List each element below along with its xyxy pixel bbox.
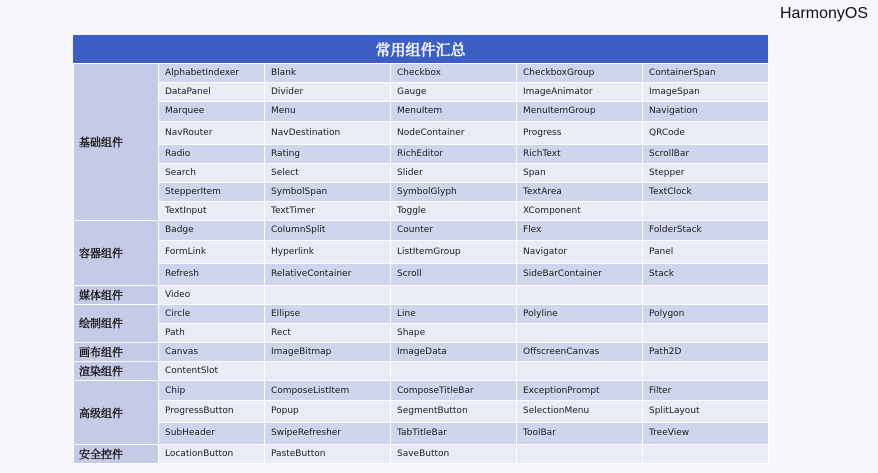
component-cell: Panel: [643, 240, 769, 263]
component-cell: SplitLayout: [643, 400, 769, 422]
component-cell: OffscreenCanvas: [517, 343, 643, 362]
component-cell: Scroll: [391, 263, 517, 285]
component-cell: Shape: [391, 323, 517, 342]
component-cell: Marquee: [159, 102, 265, 121]
table-row: [74, 400, 769, 422]
component-cell: ToolBar: [517, 422, 643, 444]
component-cell: QRCode: [643, 121, 769, 144]
component-cell: Blank: [265, 64, 391, 83]
component-cell: Rect: [265, 323, 391, 342]
component-cell: [517, 323, 643, 342]
component-cell: ImageSpan: [643, 83, 769, 102]
table-row: [74, 263, 769, 285]
table-row: [74, 163, 769, 182]
component-cell: Rating: [265, 144, 391, 163]
component-cell: ImageData: [391, 343, 517, 362]
component-cell: TextClock: [643, 182, 769, 201]
table-row: [74, 182, 769, 201]
table-row: [74, 362, 769, 381]
component-cell: ContentSlot: [159, 362, 265, 381]
component-cell: FolderStack: [643, 221, 769, 240]
component-cell: Chip: [159, 381, 265, 400]
component-cell: Badge: [159, 221, 265, 240]
component-cell: SaveButton: [391, 444, 517, 463]
component-cell: Counter: [391, 221, 517, 240]
component-cell: StepperItem: [159, 182, 265, 201]
component-cell: Stepper: [643, 163, 769, 182]
component-cell: ComposeListItem: [265, 381, 391, 400]
component-cell: [517, 362, 643, 381]
component-grid: [73, 63, 769, 464]
table-row: [74, 202, 769, 221]
component-cell: SymbolSpan: [265, 182, 391, 201]
component-cell: [643, 323, 769, 342]
table-row: [74, 444, 769, 463]
component-cell: ImageAnimator: [517, 83, 643, 102]
component-cell: Polyline: [517, 304, 643, 323]
component-cell: NavRouter: [159, 121, 265, 144]
component-cell: RelativeContainer: [265, 263, 391, 285]
component-cell: ScrollBar: [643, 144, 769, 163]
component-cell: [265, 362, 391, 381]
component-cell: ComposeTitleBar: [391, 381, 517, 400]
component-cell: MenuItemGroup: [517, 102, 643, 121]
component-cell: Circle: [159, 304, 265, 323]
component-cell: TreeView: [643, 422, 769, 444]
component-cell: Popup: [265, 400, 391, 422]
component-cell: TextTimer: [265, 202, 391, 221]
table-row: [74, 422, 769, 444]
component-cell: [265, 285, 391, 304]
component-cell: Ellipse: [265, 304, 391, 323]
category-label: 媒体组件: [74, 285, 159, 304]
component-cell: RichText: [517, 144, 643, 163]
component-cell: Path: [159, 323, 265, 342]
component-cell: Gauge: [391, 83, 517, 102]
component-cell: Progress: [517, 121, 643, 144]
component-cell: Polygon: [643, 304, 769, 323]
component-cell: Line: [391, 304, 517, 323]
component-cell: AlphabetIndexer: [159, 64, 265, 83]
component-cell: Navigator: [517, 240, 643, 263]
component-cell: Path2D: [643, 343, 769, 362]
component-cell: TabTitleBar: [391, 422, 517, 444]
table-row: [74, 83, 769, 102]
component-cell: ContainerSpan: [643, 64, 769, 83]
component-cell: Video: [159, 285, 265, 304]
category-label: 基础组件: [74, 64, 159, 221]
component-cell: SwipeRefresher: [265, 422, 391, 444]
component-cell: [643, 285, 769, 304]
component-cell: Flex: [517, 221, 643, 240]
component-summary-table: [73, 35, 768, 464]
component-cell: Search: [159, 163, 265, 182]
component-cell: Filter: [643, 381, 769, 400]
component-cell: ImageBitmap: [265, 343, 391, 362]
component-cell: [643, 362, 769, 381]
harmonyos-logo: HarmonyOS: [779, 5, 868, 22]
component-cell: SymbolGlyph: [391, 182, 517, 201]
component-cell: Toggle: [391, 202, 517, 221]
component-cell: ListItemGroup: [391, 240, 517, 263]
category-label: 绘制组件: [74, 304, 159, 342]
component-cell: FormLink: [159, 240, 265, 263]
component-cell: [643, 202, 769, 221]
component-cell: NodeContainer: [391, 121, 517, 144]
component-cell: Stack: [643, 263, 769, 285]
category-label: 容器组件: [74, 221, 159, 285]
component-cell: [391, 285, 517, 304]
component-cell: Navigation: [643, 102, 769, 121]
component-cell: SelectionMenu: [517, 400, 643, 422]
component-cell: DataPanel: [159, 83, 265, 102]
component-cell: ExceptionPrompt: [517, 381, 643, 400]
component-cell: PasteButton: [265, 444, 391, 463]
component-cell: SubHeader: [159, 422, 265, 444]
component-cell: SegmentButton: [391, 400, 517, 422]
component-cell: Canvas: [159, 343, 265, 362]
component-cell: Refresh: [159, 263, 265, 285]
table-row: [74, 323, 769, 342]
component-cell: [643, 444, 769, 463]
table-row: [74, 304, 769, 323]
table-row: [74, 381, 769, 400]
component-cell: MenuItem: [391, 102, 517, 121]
category-label: 安全控件: [74, 444, 159, 463]
component-cell: TextInput: [159, 202, 265, 221]
component-cell: LocationButton: [159, 444, 265, 463]
component-cell: [517, 285, 643, 304]
component-cell: XComponent: [517, 202, 643, 221]
table-row: [74, 144, 769, 163]
table-row: [74, 285, 769, 304]
component-cell: RichEditor: [391, 144, 517, 163]
table-row: [74, 240, 769, 263]
component-cell: CheckboxGroup: [517, 64, 643, 83]
table-title: 常用组件汇总: [73, 35, 768, 63]
component-cell: Menu: [265, 102, 391, 121]
table-row: [74, 121, 769, 144]
component-cell: SideBarContainer: [517, 263, 643, 285]
component-cell: NavDestination: [265, 121, 391, 144]
component-cell: ColumnSplit: [265, 221, 391, 240]
component-cell: Radio: [159, 144, 265, 163]
component-cell: Hyperlink: [265, 240, 391, 263]
component-cell: Divider: [265, 83, 391, 102]
component-cell: Checkbox: [391, 64, 517, 83]
component-cell: ProgressButton: [159, 400, 265, 422]
category-label: 画布组件: [74, 343, 159, 362]
category-label: 高级组件: [74, 381, 159, 444]
component-cell: Span: [517, 163, 643, 182]
component-cell: Select: [265, 163, 391, 182]
component-cell: Slider: [391, 163, 517, 182]
table-row: [74, 64, 769, 83]
component-cell: [517, 444, 643, 463]
table-row: [74, 343, 769, 362]
component-cell: [391, 362, 517, 381]
category-label: 渲染组件: [74, 362, 159, 381]
component-cell: TextArea: [517, 182, 643, 201]
table-row: [74, 221, 769, 240]
table-row: [74, 102, 769, 121]
